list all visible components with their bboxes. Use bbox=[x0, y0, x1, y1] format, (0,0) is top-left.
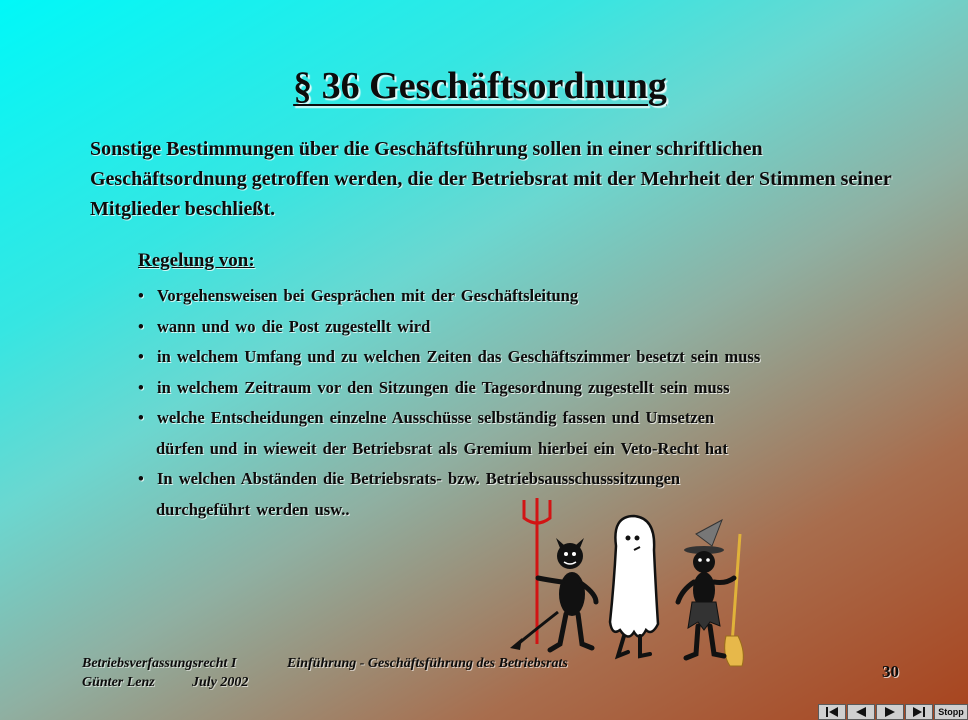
bullet-text: wann und wo die Post zugestellt wird bbox=[157, 316, 431, 336]
bullet-dot: • bbox=[138, 377, 144, 397]
bullet-text: welche Entscheidungen einzelne Ausschüsse selbständig fassen und Umsetzen bbox=[157, 408, 715, 427]
next-slide-icon[interactable] bbox=[876, 704, 904, 720]
bullet-dot: • bbox=[138, 469, 144, 488]
bullet-item bbox=[138, 281, 928, 312]
footer-topic: Einführung - Geschäftsführung des Betriebsrats bbox=[287, 656, 568, 671]
slide-navigation bbox=[818, 704, 968, 720]
bullet-item bbox=[138, 403, 928, 464]
bullet-text: In welchen Abständen die Betriebsrats- bzw. Betriebsausschusssitzungen bbox=[157, 469, 681, 488]
bullet-item bbox=[138, 342, 928, 373]
footer bbox=[82, 654, 568, 692]
footer-author: Günter Lenz bbox=[82, 675, 155, 690]
witch-with-broom bbox=[678, 520, 743, 666]
bullet-list bbox=[138, 281, 928, 525]
slide-title: § 36 Geschäftsordnung bbox=[293, 65, 667, 107]
bullet-dot: • bbox=[138, 347, 144, 366]
bullet-text: in welchem Umfang und zu welchen Zeiten das Geschäftszimmer besetzt sein muss bbox=[157, 347, 761, 366]
bullet-dot: • bbox=[138, 286, 144, 305]
bullet-continuation: durchgeführt werden usw.. bbox=[156, 499, 350, 519]
last-slide-icon[interactable] bbox=[905, 704, 933, 720]
bullet-continuation: dürfen und in wieweit der Betriebsrat als Gremium hierbei ein Veto-Recht hat bbox=[156, 438, 728, 458]
intro-paragraph: Sonstige Bestimmungen über die Geschäftsführung sollen in einer schriftlichen Geschäftsordnung getroffen werden, die der Betriebsrat mit der Mehrheit der Stimmen seiner Mitglieder beschließt. bbox=[90, 138, 892, 220]
bullet-dot: • bbox=[138, 408, 144, 427]
bullet-item bbox=[138, 312, 928, 343]
halloween-clipart bbox=[500, 494, 760, 674]
stop-button[interactable]: Stopp bbox=[934, 704, 968, 720]
regelung-heading: Regelung von: bbox=[138, 250, 255, 271]
page-number: 30 bbox=[882, 662, 899, 681]
first-slide-icon[interactable] bbox=[818, 704, 846, 720]
bullet-text: Vorgehensweisen bei Gesprächen mit der Geschäftsleitung bbox=[157, 286, 579, 305]
footer-course: Betriebsverfassungsrecht I bbox=[82, 656, 237, 671]
ghost bbox=[610, 516, 658, 656]
previous-slide-icon[interactable] bbox=[847, 704, 875, 720]
footer-date: July 2002 bbox=[192, 675, 249, 690]
bullet-dot: • bbox=[138, 316, 144, 336]
bullet-item bbox=[138, 373, 928, 404]
devil-with-trident bbox=[510, 498, 596, 650]
bullet-text: in welchem Zeitraum vor den Sitzungen die Tagesordnung zugestellt sein muss bbox=[157, 377, 730, 397]
